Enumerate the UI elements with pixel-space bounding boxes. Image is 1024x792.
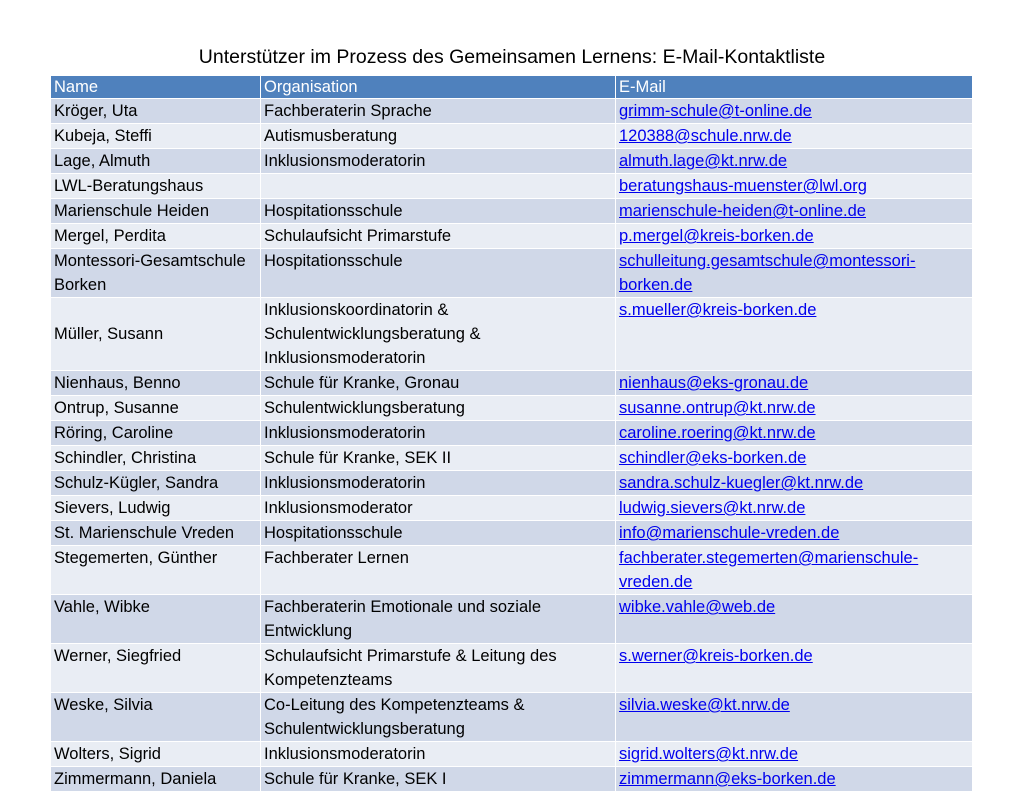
table-row — [51, 595, 972, 644]
email-cell — [615, 396, 972, 421]
email-cell — [615, 595, 972, 644]
organisation-cell: Autismusberatung — [260, 124, 615, 149]
email-link[interactable]: sigrid.wolters@kt.nrw.de — [619, 745, 799, 763]
name-cell: LWL-Beratungshaus — [51, 174, 260, 199]
table-row — [51, 546, 972, 595]
name-cell: Sievers, Ludwig — [51, 496, 260, 521]
email-link[interactable]: almuth.lage@kt.nrw.de — [619, 152, 788, 170]
name-cell: Wolters, Sigrid — [51, 742, 260, 767]
email-cell — [615, 149, 972, 174]
email-link[interactable]: schindler@eks-borken.de — [619, 449, 807, 467]
table-row — [51, 767, 972, 792]
table-row — [51, 644, 972, 693]
email-cell — [615, 644, 972, 693]
email-cell — [615, 446, 972, 471]
email-link[interactable]: fachberater.stegemerten@marienschule-vreden.de — [619, 549, 919, 591]
name-cell: Marienschule Heiden — [51, 199, 260, 224]
table-row — [51, 693, 972, 742]
email-link[interactable]: zimmermann@eks-borken.de — [619, 770, 836, 788]
email-cell — [615, 298, 972, 371]
organisation-cell — [260, 174, 615, 199]
email-link[interactable]: s.werner@kreis-borken.de — [619, 647, 813, 665]
table-row — [51, 446, 972, 471]
organisation-cell: Hospitationsschule — [260, 249, 615, 298]
column-header-organisation: Organisation — [260, 76, 615, 99]
email-cell — [615, 496, 972, 521]
organisation-cell: Schule für Kranke, SEK I — [260, 767, 615, 792]
table-row — [51, 742, 972, 767]
name-cell: Kubeja, Steffi — [51, 124, 260, 149]
name-cell: Montessori-Gesamtschule Borken — [51, 249, 260, 298]
email-cell — [615, 546, 972, 595]
organisation-cell: Schulaufsicht Primarstufe — [260, 224, 615, 249]
email-link[interactable]: caroline.roering@kt.nrw.de — [619, 424, 816, 442]
table-row — [51, 496, 972, 521]
table-row — [51, 174, 972, 199]
name-cell: Mergel, Perdita — [51, 224, 260, 249]
email-link[interactable]: grimm-schule@t-online.de — [619, 102, 812, 120]
table-row — [51, 421, 972, 446]
email-cell — [615, 742, 972, 767]
column-header-email: E-Mail — [615, 76, 972, 99]
table-row — [51, 149, 972, 174]
organisation-cell: Schule für Kranke, Gronau — [260, 371, 615, 396]
name-cell: Ontrup, Susanne — [51, 396, 260, 421]
table-header-row — [51, 76, 972, 99]
table-row — [51, 249, 972, 298]
name-cell: Schindler, Christina — [51, 446, 260, 471]
email-link[interactable]: 120388@schule.nrw.de — [619, 127, 792, 145]
organisation-cell: Schulentwicklungsberatung — [260, 396, 615, 421]
organisation-cell: Inklusionsmoderatorin — [260, 471, 615, 496]
email-cell — [615, 124, 972, 149]
email-link[interactable]: ludwig.sievers@kt.nrw.de — [619, 499, 806, 517]
email-link[interactable]: s.mueller@kreis-borken.de — [619, 301, 817, 319]
email-cell — [615, 224, 972, 249]
organisation-cell: Co-Leitung des Kompetenzteams & Schulentwicklungsberatung — [260, 693, 615, 742]
name-cell: Kröger, Uta — [51, 99, 260, 124]
name-cell: Weske, Silvia — [51, 693, 260, 742]
name-cell: Schulz-Kügler, Sandra — [51, 471, 260, 496]
email-cell — [615, 767, 972, 792]
organisation-cell: Inklusionsmoderatorin — [260, 742, 615, 767]
email-cell — [615, 371, 972, 396]
email-link[interactable]: info@marienschule-vreden.de — [619, 524, 840, 542]
email-link[interactable]: sandra.schulz-kuegler@kt.nrw.de — [619, 474, 864, 492]
email-cell — [615, 99, 972, 124]
name-cell: Müller, Susann — [51, 298, 260, 371]
name-cell: St. Marienschule Vreden — [51, 521, 260, 546]
email-cell — [615, 174, 972, 199]
email-link[interactable]: beratungshaus-muenster@lwl.org — [619, 177, 867, 195]
contact-table — [51, 76, 972, 792]
email-cell — [615, 521, 972, 546]
organisation-cell: Schule für Kranke, SEK II — [260, 446, 615, 471]
name-cell: Nienhaus, Benno — [51, 371, 260, 396]
email-link[interactable]: susanne.ontrup@kt.nrw.de — [619, 399, 816, 417]
email-link[interactable]: wibke.vahle@web.de — [619, 598, 776, 616]
email-link[interactable]: p.mergel@kreis-borken.de — [619, 227, 814, 245]
organisation-cell: Hospitationsschule — [260, 199, 615, 224]
name-cell: Zimmermann, Daniela — [51, 767, 260, 792]
column-header-name: Name — [51, 76, 260, 99]
organisation-cell: Inklusionskoordinatorin & Schulentwicklungsberatung & Inklusionsmoderatorin — [260, 298, 615, 371]
email-link[interactable]: silvia.weske@kt.nrw.de — [619, 696, 790, 714]
email-cell — [615, 471, 972, 496]
email-cell — [615, 693, 972, 742]
organisation-cell: Hospitationsschule — [260, 521, 615, 546]
table-row — [51, 124, 972, 149]
organisation-cell: Fachberaterin Sprache — [260, 99, 615, 124]
table-row — [51, 371, 972, 396]
table-row — [51, 224, 972, 249]
name-cell: Stegemerten, Günther — [51, 546, 260, 595]
table-row — [51, 396, 972, 421]
email-link[interactable]: schulleitung.gesamtschule@montessori-borken.de — [619, 252, 916, 294]
email-cell — [615, 249, 972, 298]
organisation-cell: Fachberaterin Emotionale und soziale Entwicklung — [260, 595, 615, 644]
email-cell — [615, 199, 972, 224]
organisation-cell: Inklusionsmoderatorin — [260, 421, 615, 446]
table-row — [51, 521, 972, 546]
organisation-cell: Fachberater Lernen — [260, 546, 615, 595]
email-link[interactable]: marienschule-heiden@t-online.de — [619, 202, 866, 220]
name-cell: Röring, Caroline — [51, 421, 260, 446]
organisation-cell: Inklusionsmoderatorin — [260, 149, 615, 174]
name-cell: Vahle, Wibke — [51, 595, 260, 644]
email-link[interactable]: nienhaus@eks-gronau.de — [619, 374, 809, 392]
table-row — [51, 199, 972, 224]
page-title: Unterstützer im Prozess des Gemeinsamen Lernens: E-Mail-Kontaktliste — [198, 46, 826, 68]
name-cell: Lage, Almuth — [51, 149, 260, 174]
organisation-cell: Inklusionsmoderator — [260, 496, 615, 521]
table-row — [51, 298, 972, 371]
table-row — [51, 471, 972, 496]
organisation-cell: Schulaufsicht Primarstufe & Leitung des Kompetenzteams — [260, 644, 615, 693]
table-row — [51, 99, 972, 124]
name-cell: Werner, Siegfried — [51, 644, 260, 693]
email-cell — [615, 421, 972, 446]
